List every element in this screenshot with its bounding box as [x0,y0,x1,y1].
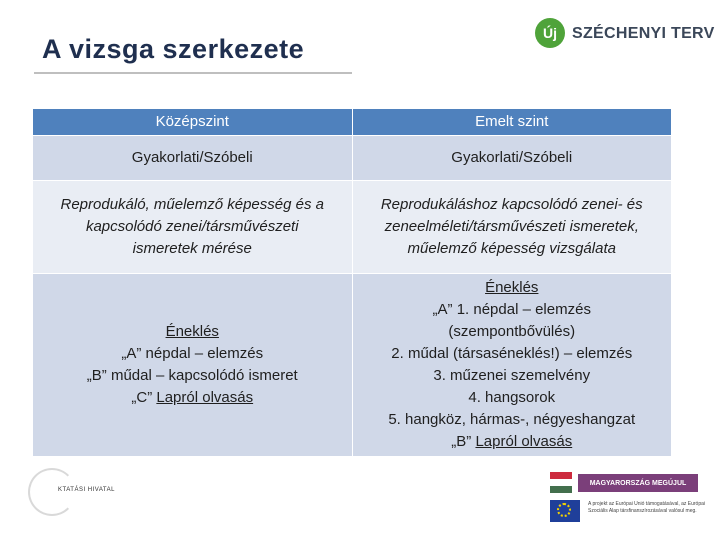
line-eneklés: Éneklés [165,323,219,340]
cell-tasks-kozep [33,274,353,457]
line: ismeretek mérése [132,240,252,257]
cell-description-emelt [352,181,672,274]
line: 2. műdal (társaséneklés!) – elemzés [391,345,633,362]
line: „A” 1. népdal – elemzés [432,301,591,318]
line: „B” műdal – kapcsolódó ismeret [86,367,298,384]
szechenyi-terv-logo [535,17,715,57]
office-name: KTATÁSI HIVATAL [58,487,115,493]
line: zeneelméleti/társművészeti ismeretek, [384,218,639,235]
eu-flag-icon [550,500,580,522]
logo-mark-icon: Új [535,18,565,48]
table-row [33,136,672,181]
line-lapról-olvasás: Lapról olvasás [475,433,573,450]
eu-funding-text: A projekt az Európai Unió támogatásával, az Európai Szociális Alap társfinanszírozásával valósul meg. [588,501,706,514]
title-divider [34,72,352,74]
cell-description-kozep [33,181,353,274]
line: Reprodukáló, műelemző képesség és a [60,196,324,213]
line: 3. műzenei szemelvény [433,367,591,384]
cell-exam-type-kozep: Gyakorlati/Szóbeli [33,136,353,181]
header-kozepszint: Középszint [33,109,353,136]
line: „A” népdal – elemzés [121,345,264,362]
line-lapról-olvasás: Lapról olvasás [156,389,254,406]
cell-tasks-emelt [352,274,672,457]
table-header-row [33,109,672,136]
line: 4. hangsorok [468,389,556,406]
line: (szempontbővülés) [448,323,576,340]
magyarorszag-megujul-banner: MAGYARORSZÁG MEGÚJUL [578,474,698,492]
cell-exam-type-emelt: Gyakorlati/Szóbeli [352,136,672,181]
exam-structure-table [32,108,672,457]
line: 5. hangköz, hármas-, négyeshangzat [388,411,636,428]
hungarian-flag-icon [550,472,572,493]
line: Reprodukáláshoz kapcsolódó zenei- és [380,196,643,213]
header-emelt-szint: Emelt szint [352,109,672,136]
line: műelemző képesség vizsgálata [407,240,616,257]
table-row [33,181,672,274]
page-title: A vizsga szerkezete [42,34,305,64]
line-eneklés: Éneklés [485,279,539,296]
line: kapcsolódó zenei/társművészeti [85,218,299,235]
oktatasi-hivatal-logo [28,468,138,508]
line-prefix: „C” [131,389,157,406]
logo-text: SZÉCHENYI TERV [572,25,715,42]
line-prefix: „B” [451,433,476,450]
table-row [33,274,672,457]
